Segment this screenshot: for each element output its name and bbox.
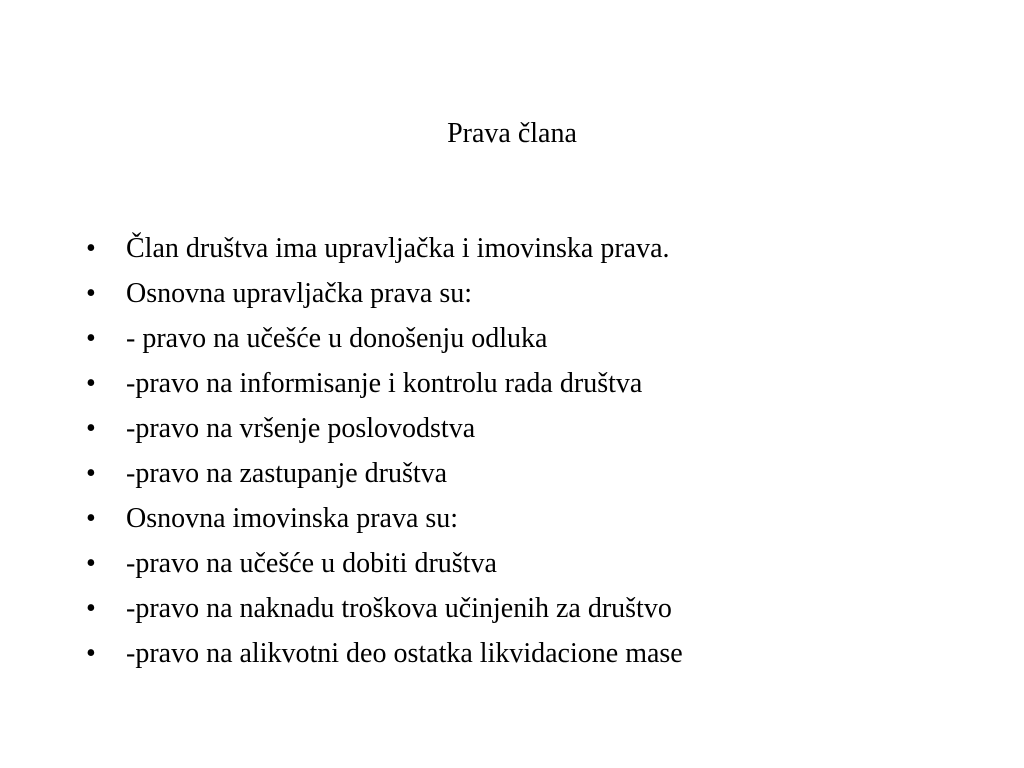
list-item: [86, 496, 683, 541]
bullet-icon: •: [86, 593, 96, 624]
bullet-icon: •: [86, 323, 96, 354]
list-item: [86, 361, 683, 406]
list-item-text: -pravo na zastupanje društva: [126, 458, 448, 489]
list-item: [86, 586, 683, 631]
list-item: [86, 271, 683, 316]
slide-title: Prava člana: [447, 118, 577, 149]
list-item: [86, 541, 683, 586]
list-item-text: -pravo na učešće u dobiti društva: [126, 548, 497, 579]
list-item: [86, 631, 683, 676]
bullet-icon: •: [86, 413, 96, 444]
bullet-icon: •: [86, 548, 96, 579]
bullet-icon: •: [86, 503, 96, 534]
bullet-icon: •: [86, 458, 96, 489]
bullet-icon: •: [86, 278, 96, 309]
bullet-icon: •: [86, 233, 96, 264]
list-item: [86, 226, 683, 271]
bullet-icon: •: [86, 638, 96, 669]
list-item: [86, 451, 683, 496]
list-item-text: Osnovna imovinska prava su:: [126, 503, 459, 534]
list-item: [86, 406, 683, 451]
list-item: [86, 316, 683, 361]
bullet-list: [86, 226, 683, 676]
list-item-text: -pravo na alikvotni deo ostatka likvidacione mase: [126, 638, 683, 669]
list-item-text: Član društva ima upravljačka i imovinska prava.: [126, 233, 670, 264]
bullet-icon: •: [86, 368, 96, 399]
list-item-text: -pravo na naknadu troškova učinjenih za društvo: [126, 593, 672, 624]
list-item-text: - pravo na učešće u donošenju odluka: [126, 323, 548, 354]
list-item-text: Osnovna upravljačka prava su:: [126, 278, 472, 309]
list-item-text: -pravo na informisanje i kontrolu rada društva: [126, 368, 643, 399]
list-item-text: -pravo na vršenje poslovodstva: [126, 413, 476, 444]
